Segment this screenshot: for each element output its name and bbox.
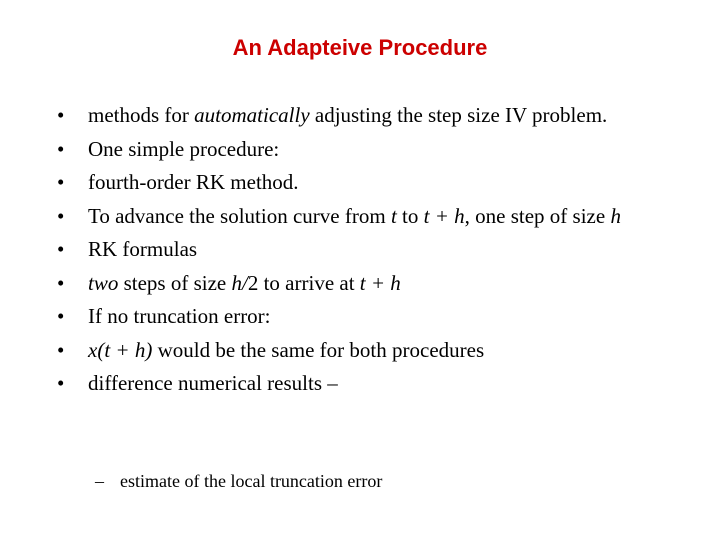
bullet-item: [57, 302, 657, 330]
bullet-item: [57, 235, 657, 263]
sub-bullet-list: [95, 468, 382, 494]
bullet-emphasis: t: [390, 203, 397, 228]
bullet-text: If no truncation error:: [88, 304, 271, 328]
bullet-item: [57, 336, 657, 364]
sub-bullet-text: estimate of the local truncation error: [120, 471, 383, 491]
bullet-text: , one step of size: [464, 203, 611, 228]
bullet-dot: •: [57, 337, 65, 362]
bullet-dot: •: [57, 371, 65, 395]
bullet-item: [57, 202, 657, 230]
bullet-item: [57, 135, 657, 163]
bullet-item: [57, 269, 657, 297]
bullet-dot: •: [57, 170, 65, 194]
bullet-text: to: [396, 203, 424, 228]
bullet-item: [57, 101, 657, 129]
bullet-text: difference numerical results –: [88, 371, 338, 395]
slide-title: An Adapteive Procedure: [232, 35, 488, 60]
bullet-text: To advance the solution curve from: [88, 203, 391, 228]
bullet-dot: •: [57, 136, 65, 161]
bullet-item: [57, 168, 657, 196]
bullet-text: adjusting the step size IV problem.: [309, 103, 608, 127]
bullet-text: would be the same for both procedures: [152, 337, 485, 362]
bullet-text: fourth-order RK method.: [88, 170, 299, 194]
bullet-dot: •: [57, 103, 65, 127]
bullet-dot: •: [57, 304, 65, 328]
bullet-emphasis: two: [88, 270, 119, 295]
bullet-dot: •: [57, 237, 65, 261]
bullet-emphasis: h: [610, 203, 621, 228]
bullet-dot: •: [57, 203, 65, 228]
bullet-emphasis: automatically: [194, 103, 310, 127]
bullet-list: [57, 101, 657, 403]
bullet-text: One simple procedure:: [88, 136, 280, 161]
bullet-item: [57, 369, 657, 397]
bullet-text: 2 to arrive at: [247, 270, 360, 295]
sub-bullet-item: [95, 468, 382, 494]
bullet-text: steps of size: [118, 270, 232, 295]
bullet-emphasis: t + h: [359, 270, 401, 295]
bullet-dot: •: [57, 270, 65, 295]
bullet-text: methods for: [88, 103, 195, 127]
bullet-emphasis: x(t + h): [88, 337, 153, 362]
bullet-emphasis: h/: [231, 270, 248, 295]
bullet-text: RK formulas: [88, 237, 198, 261]
bullet-emphasis: t + h: [423, 203, 465, 228]
sub-bullet-dash: –: [95, 471, 104, 491]
